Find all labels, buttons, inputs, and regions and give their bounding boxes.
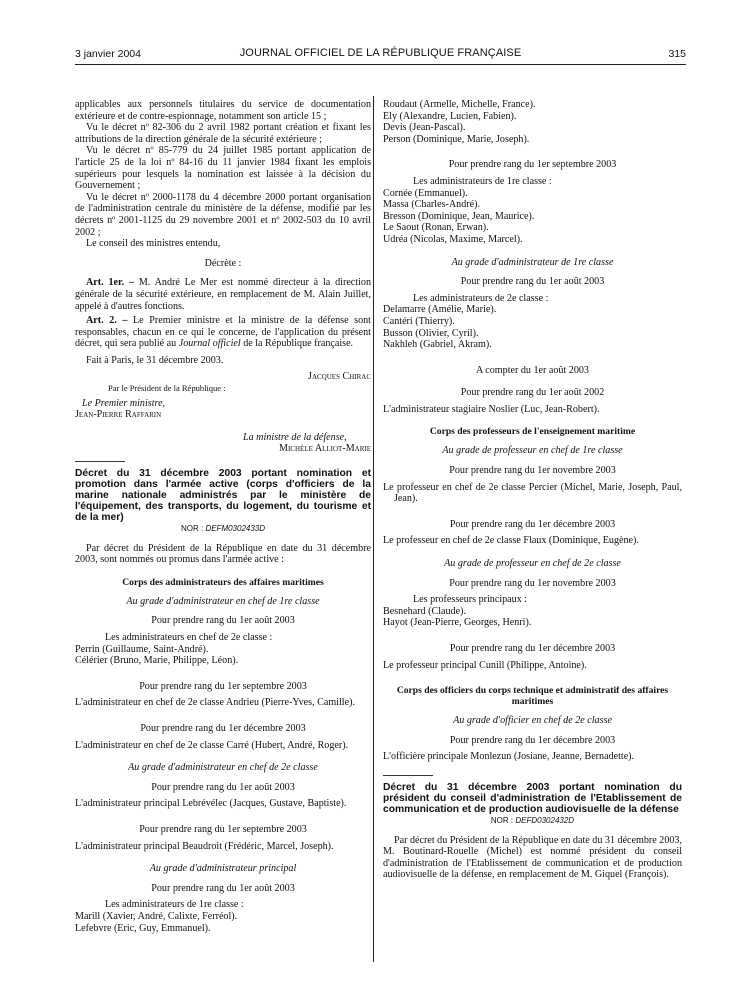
rang-line: Pour prendre rang du 1er décembre 2003 <box>140 722 306 734</box>
rang-line: Pour prendre rang du 1er septembre 2003 <box>448 159 617 171</box>
article-1 <box>75 277 371 312</box>
article-text: Le Premier ministre et la ministre de la défense sont responsables, chacun en ce qui le concerne, de l'application du présent décret, qui sera publié au <box>75 315 371 350</box>
name-entry: Célérier (Bruno, Marie, Philippe, Léon). <box>75 655 239 667</box>
separator-rule <box>75 461 125 462</box>
nor-code: DEFM0302433D <box>205 524 266 534</box>
group-label: Les professeurs principaux : <box>413 594 528 606</box>
decrete-heading: Décrète : <box>204 257 242 269</box>
premier-ministre-title: Le Premier ministre, <box>82 397 166 409</box>
signature-president: Jacques Chirac <box>308 371 371 383</box>
grade-heading: Au grade d'administrateur de 1re classe <box>451 256 614 268</box>
name-entry: Person (Dominique, Marie, Joseph). <box>383 133 530 145</box>
name-entry: Delamarre (Amélie, Marie). <box>383 304 497 316</box>
group-label: Les administrateurs de 1re classe : <box>413 175 552 187</box>
decree-text: Par décret du Président de la République en date du 31 décembre 2003, M. Boutinard-Rouelle (Michel) est nommé président du conseil d'administration de l'Etablissement de communication et de production audiovisuelle de la défense, en remplacement de M. Giquel (François). <box>383 834 682 881</box>
text-paragraph: Vu le décret nº 82-306 du 2 avril 1982 portant création et fixant les attributions de la direction générale de la sécurité extérieure ; <box>75 122 371 145</box>
name-entry: Bresson (Dominique, Jean, Maurice). <box>383 210 535 222</box>
name-entry: Lefebvre (Eric, Guy, Emmanuel). <box>75 922 211 934</box>
right-column <box>383 99 682 881</box>
rang-line: Pour prendre rang du 1er août 2003 <box>151 615 295 627</box>
journal-name: Journal officiel <box>178 338 241 350</box>
journal-title: JOURNAL OFFICIEL DE LA RÉPUBLIQUE FRANÇAISE <box>239 47 522 59</box>
rang-line: Pour prendre rang du 1er novembre 2003 <box>449 465 616 477</box>
decree-intro: Par décret du Président de la République en date du 31 décembre 2003, sont nommés ou promus dans l'armée active : <box>75 542 371 566</box>
rang-line: Pour prendre rang du 1er août 2003 <box>151 781 295 793</box>
rang-line: Pour prendre rang du 1er août 2003 <box>151 882 295 894</box>
group-label: Les administrateurs de 2e classe : <box>413 292 549 304</box>
name-entry: Nakhleh (Gabriel, Akram). <box>383 339 492 351</box>
par-le-president: Par le Président de la République : <box>108 383 226 394</box>
name-entry: Perrin (Guillaume, Saint-André). <box>75 643 209 655</box>
premier-ministre-name: Jean-Pierre Raffarin <box>75 409 162 421</box>
article-label: Art. 1er. – <box>86 277 134 289</box>
name-entry: L'administrateur en chef de 2e classe Carré (Hubert, André, Roger). <box>75 739 349 751</box>
rang-line: Pour prendre rang du 1er décembre 2003 <box>449 734 616 746</box>
header-date: 3 janvier 2004 <box>75 48 141 60</box>
ministre-title: La ministre de la défense, <box>243 431 347 443</box>
name-entry: Massa (Charles-André). <box>383 199 480 211</box>
name-entry: Devis (Jean-Pascal). <box>383 122 466 134</box>
name-entry: Hayot (Jean-Pierre, Georges, Henri). <box>383 617 532 629</box>
name-entry: Marill (Xavier, André, Calixte, Ferréol). <box>75 910 238 922</box>
name-entry: Cantéri (Thierry). <box>383 315 455 327</box>
name-entry: Le professeur en chef de 2e classe Flaux (Dominique, Eugène). <box>383 535 639 547</box>
group-label: Les administrateurs en chef de 2e classe : <box>105 632 273 643</box>
rang-line: Pour prendre rang du 1er novembre 2003 <box>449 577 616 589</box>
rang-line: Pour prendre rang du 1er août 2003 <box>460 276 605 288</box>
group-label: Les administrateurs de 1re classe : <box>105 899 244 911</box>
page-number: 315 <box>668 48 686 60</box>
decree-title: Décret du 31 décembre 2003 portant nomination du président du conseil d'administration de l'Etablissement de communication et de production audiovisuelle de la défense <box>383 781 682 815</box>
nor-label: NOR : <box>490 815 514 825</box>
name-entry: Le Saout (Ronan, Erwan). <box>383 222 489 234</box>
compter-line: A compter du 1er août 2003 <box>476 364 589 376</box>
rang-line: Pour prendre rang du 1er décembre 2003 <box>449 518 616 530</box>
name-entry: L'administrateur en chef de 2e classe Andrieu (Pierre-Yves, Camille). <box>75 697 355 709</box>
ministre-name: Michèle Alliot-Marie <box>279 443 371 455</box>
article-label: Art. 2. – <box>86 315 128 327</box>
name-entry: Roudaut (Armelle, Michelle, France). <box>383 99 536 110</box>
name-entry: Cornée (Emmanuel). <box>383 187 468 199</box>
corps-heading: Corps des officiers du corps technique et administratif des affaires maritimes <box>396 685 669 708</box>
text-paragraph: Vu le décret nº 2000-1178 du 4 décembre 2000 portant organisation de l'administration centrale du ministère de la défense, modifié par les décrets nº 2001-1125 du 29 novembre 2001 et nº 2002-503 du 10 avril 2002 ; <box>75 191 371 238</box>
grade-heading: Au grade de professeur en chef de 1re classe <box>442 445 623 457</box>
rang-line: Pour prendre rang du 1er décembre 2003 <box>449 643 616 654</box>
left-column <box>75 99 371 934</box>
name-entry: L'administrateur principal Beaudroit (Frédéric, Marcel, Joseph). <box>75 840 334 852</box>
grade-heading: Au grade d'administrateur en chef de 1re classe <box>126 595 320 607</box>
rang-line: Pour prendre rang du 1er août 2002 <box>460 387 605 399</box>
separator-rule <box>383 775 433 776</box>
name-entry: L'administrateur stagiaire Noslier (Luc, Jean-Robert). <box>383 403 600 415</box>
name-entry: Udréa (Nicolas, Maxime, Marcel). <box>383 233 523 245</box>
rang-line: Pour prendre rang du 1er septembre 2003 <box>139 680 307 692</box>
name-entry: L'officière principale Monlezun (Josiane, Jeanne, Bernadette). <box>383 751 635 763</box>
rang-line: Pour prendre rang du 1er septembre 2003 <box>139 823 307 835</box>
page-header <box>75 48 686 65</box>
decree-title: Décret du 31 décembre 2003 portant nomination et promotion dans l'armée active (corps d'officiers de la marine nationale administrés par le ministère de l'équipement, des transports, du logement, du tourisme et de la mer) <box>75 468 371 524</box>
corps-heading: Corps des professeurs de l'enseignement maritime <box>429 426 636 438</box>
name-entry: L'administrateur principal Lebrévélec (Jacques, Gustave, Baptiste). <box>75 798 347 810</box>
grade-heading: Au grade d'officier en chef de 2e classe <box>453 715 612 727</box>
text-paragraph: Le conseil des ministres entendu, <box>86 238 221 250</box>
grade-heading: Au grade de professeur en chef de 2e classe <box>444 558 621 570</box>
nor-label: NOR : <box>180 524 204 534</box>
nor-reference <box>75 523 371 535</box>
grade-heading: Au grade d'administrateur en chef de 2e classe <box>128 762 318 774</box>
name-entry: Le professeur en chef de 2e classe Percier (Michel, Marie, Joseph, Paul, Jean). <box>383 481 682 505</box>
corps-heading: Corps des administrateurs des affaires maritimes <box>122 576 324 588</box>
column-divider <box>373 96 374 962</box>
text-paragraph: applicables aux personnels titulaires du service de documentation extérieure et de contre-espionnage, notamment son article 15 ; <box>75 99 371 122</box>
article-2 <box>75 315 371 350</box>
name-entry: Besnehard (Claude). <box>383 605 466 617</box>
nor-reference <box>383 815 682 827</box>
nor-code: DEFD0302432D <box>515 815 575 825</box>
name-entry: Busson (Olivier, Cyril). <box>383 327 479 339</box>
article-text: M. André Le Mer est nommé directeur à la direction générale de la sécurité extérieure, en remplacement de M. Alain Juillet, appelé à d'autres fonctions. <box>75 277 371 312</box>
name-entry: Ely (Alexandre, Lucien, Fabien). <box>383 110 517 122</box>
grade-heading: Au grade d'administrateur principal <box>149 863 297 875</box>
fait-line: Fait à Paris, le 31 décembre 2003. <box>86 354 224 366</box>
text-paragraph: Vu le décret nº 85-779 du 24 juillet 1985 portant application de l'article 25 de la loi nº 84-16 du 11 janvier 1984 fixant les emplois supérieurs pour lesquels la nomination est laissée à la décision du Gouvernement ; <box>75 145 371 192</box>
name-entry: Le professeur principal Cunill (Philippe, Antoine). <box>383 659 587 671</box>
article-text: de la République française. <box>243 338 354 350</box>
